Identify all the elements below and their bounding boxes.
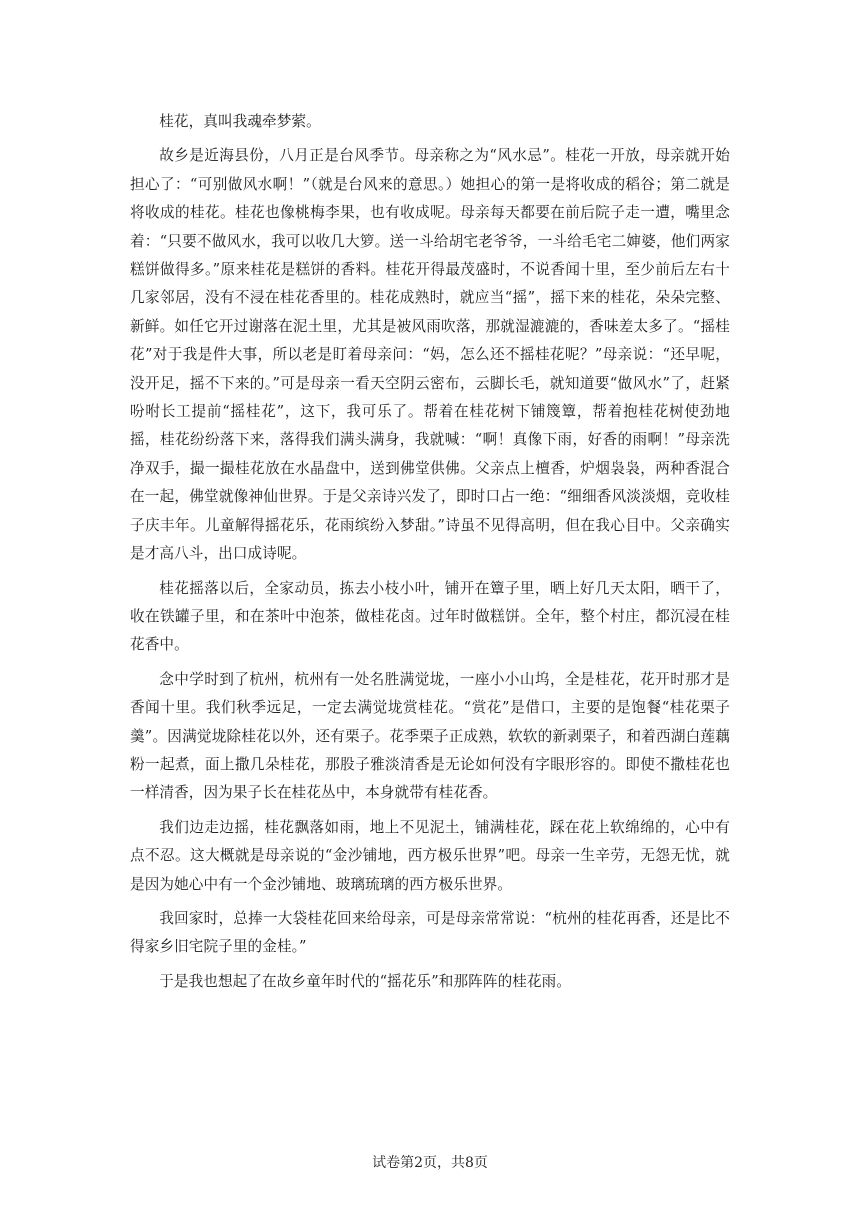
paragraph-4: 念中学时到了杭州，杭州有一处名胜满觉垅，一座小小山坞，全是桂花，花开时那才是香闻十里。我们秋季远足，一定去满觉垅赏桂花。“赏花”是借口，主要的是饱餐“桂花栗子羹”。因满觉垅除桂花以外，还有栗子。花季栗子正成熟，软软的新剥栗子，和着西湖白莲藕粉一起煮，面上撒几朵桂花，那股子雅淡清香是无论如何没有字眼形容的。即使不撒桂花也一样清香，因为果子长在桂花丛中，本身就带有桂花香。	[130, 670, 730, 802]
paragraph-2: 故乡是近海县份，八月正是台风季节。母亲称之为“风水忌”。桂花一开放，母亲就开始担心了：“可别做风水啊！”（就是台风来的意思。）她担心的第一是将收成的稻谷；第二就是将收成的桂花。桂花也像桃梅李果，也有收成呢。母亲每天都要在前后院子走一遭，嘴里念着：“只要不做风水，我可以收几大箩。送一斗给胡宅老爷爷，一斗给毛宅二婶婆，他们两家糕饼做得多。”原来桂花是糕饼的香料。桂花开得最茂盛时，不说香闻十里，至少前后左右十几家邻居，没有不浸在桂花香里的。桂花成熟时，就应当“摇”，摇下来的桂花，朵朵完整、新鲜。如任它开过谢落在泥土里，尤其是被风雨吹落，那就湿漉漉的，香味差太多了。“摇桂花”对于我是件大事，所以老是盯着母亲问：“妈，怎么还不摇桂花呢？”母亲说：“还早呢，没开足，摇不下来的。”可是母亲一看天空阴云密布，云脚长毛，就知道要“做风水”了，赶紧吩咐长工提前“摇桂花”，这下，我可乐了。帮着在桂花树下铺篾簟，帮着抱桂花树使劲地摇，桂花纷纷落下来，落得我们满头满身，我就喊：“啊！真像下雨，好香的雨啊！”母亲洗净双手，撮一撮桂花放在水晶盘中，送到佛堂供佛。父亲点上檀香，炉烟袅袅，两种香混合在一起，佛堂就像神仙世界。于是父亲诗兴发了，即时口占一绝：“细细香风淡淡烟，竞收桂子庆丰年。儿童解得摇花乐，花雨缤纷入梦甜。”诗虽不见得高明，但在我心目中。父亲确实是才高八斗，出口成诗呢。	[130, 147, 730, 563]
paragraph-5: 我们边走边摇，桂花飘落如雨，地上不见泥土，铺满桂花，踩在花上软绵绵的，心中有点不忍。这大概就是母亲说的“金沙铺地，西方极乐世界”吧。母亲一生辛劳，无怨无忧，就是因为她心中有一个金沙铺地、玻璃琉璃的西方极乐世界。	[130, 818, 730, 893]
page-footer	[0, 1152, 860, 1172]
paragraph-6: 我回家时，总捧一大袋桂花回来给母亲，可是母亲常常说：“杭州的桂花再香，还是比不得家乡旧宅院子里的金桂。”	[130, 909, 730, 956]
paragraph-3: 桂花摇落以后，全家动员，拣去小枝小叶，铺开在簟子里，晒上好几天太阳，晒干了，收在铁罐子里，和在茶叶中泡茶，做桂花卤。过年时做糕饼。全年，整个村庄，都沉浸在桂花香中。	[130, 579, 730, 654]
page-number-label: 试卷第2页，共8页	[372, 1155, 488, 1171]
document-body	[130, 108, 730, 996]
paragraph-7: 于是我也想起了在故乡童年时代的“摇花乐”和那阵阵的桂花雨。	[159, 972, 572, 990]
paragraph-1: 桂花，真叫我魂牵梦萦。	[159, 113, 321, 130]
